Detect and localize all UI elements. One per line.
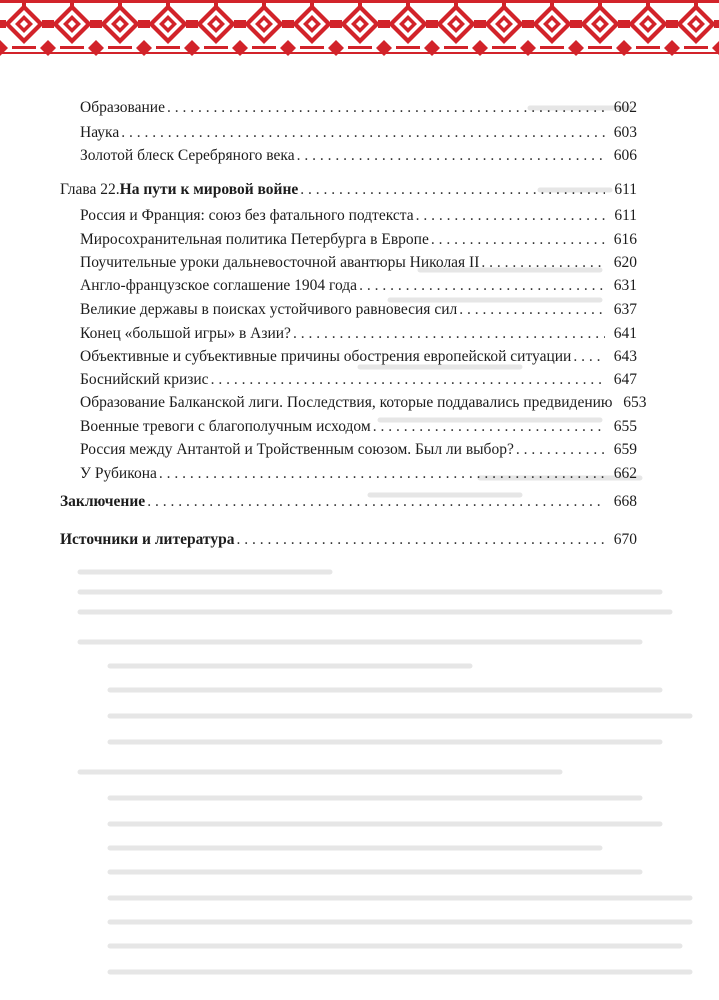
toc-entry[interactable] (80, 347, 637, 367)
toc-entry-page: 603 (613, 124, 637, 141)
toc-entry[interactable] (80, 417, 637, 437)
dot-leader (167, 98, 605, 118)
dot-leader (373, 417, 605, 437)
toc-entry-title: Поучительные уроки дальневосточной авантюры Николая II (80, 254, 480, 271)
toc-entry-page: 637 (613, 301, 637, 318)
toc-entry[interactable] (80, 98, 637, 118)
toc-entry-page: 620 (613, 254, 637, 271)
toc-entry-title: Военные тревоги с благополучным исходом (80, 418, 371, 435)
dot-leader (293, 324, 605, 344)
toc-entry-title: Россия и Франция: союз без фатального подтекста (80, 207, 414, 224)
chapter-title: На пути к мировой войне (119, 181, 299, 198)
toc-section-entry[interactable] (60, 492, 637, 512)
dot-leader (573, 347, 605, 367)
toc-entry-page: 616 (613, 231, 637, 248)
toc-section-entry[interactable] (60, 530, 637, 550)
dot-leader (459, 300, 605, 320)
toc-entry[interactable] (80, 253, 637, 273)
toc-entry-page: 643 (613, 348, 637, 365)
toc-entry[interactable] (80, 440, 637, 460)
dot-leader (431, 230, 605, 250)
toc-entry[interactable] (80, 324, 637, 344)
toc-chapter-entry[interactable] (60, 180, 637, 200)
toc-entry-title: Конец «большой игры» в Азии? (80, 325, 291, 342)
toc-entry-page: 662 (613, 465, 637, 482)
toc-entry-title: Объективные и субъективные причины обострения европейской ситуации (80, 348, 572, 365)
toc-entry[interactable] (80, 206, 637, 226)
dot-leader (416, 206, 605, 226)
toc-entry-page: 668 (613, 493, 637, 510)
dot-leader (300, 180, 605, 200)
toc-entry-page: 653 (623, 394, 647, 411)
toc-entry-page: 641 (613, 325, 637, 342)
toc-entry[interactable] (80, 230, 637, 250)
toc-entry[interactable] (80, 393, 647, 413)
dot-leader (159, 464, 605, 484)
toc-entry-page: 659 (613, 441, 637, 458)
toc-entry-page: 611 (614, 207, 637, 224)
dot-leader (147, 492, 605, 512)
toc-entry[interactable] (80, 300, 637, 320)
toc-entry-title: Англо-французское соглашение 1904 года (80, 277, 358, 294)
toc-entry-title: Образование (80, 99, 165, 116)
dot-leader (211, 370, 605, 390)
toc-entry[interactable] (80, 123, 637, 143)
toc-entry-page: 606 (613, 147, 637, 164)
toc-entry-title: У Рубикона (80, 465, 157, 482)
section-title: Источники и литература (60, 531, 235, 548)
dot-leader (359, 276, 605, 296)
toc-entry-title: Наука (80, 124, 120, 141)
dot-leader (481, 253, 605, 273)
toc-entry-title: Великие державы в поисках устойчивого равновесия сил (80, 301, 458, 318)
toc-entry-page: 647 (613, 371, 637, 388)
toc-entry-title: Золотой блеск Серебряного века (80, 147, 295, 164)
section-title: Заключение (60, 493, 146, 510)
toc-entry-title: Образование Балканской лиги. Последствия, которые поддавались предвидению (80, 394, 613, 411)
toc-entry[interactable] (80, 146, 637, 166)
dot-leader (516, 440, 605, 460)
toc-entry-title: Боснийский кризис (80, 371, 209, 388)
toc-entry[interactable] (80, 464, 637, 484)
toc-entry-page: 670 (613, 531, 637, 548)
toc-entry-page: 611 (614, 181, 637, 198)
toc-entry[interactable] (80, 370, 637, 390)
toc-entry-page: 631 (613, 277, 637, 294)
dot-leader (236, 530, 605, 550)
toc-entry-page: 602 (613, 99, 637, 116)
chapter-number: Глава 22. (60, 181, 120, 198)
toc-entry-page: 655 (613, 418, 637, 435)
toc-entry-title: Россия между Антантой и Тройственным союзом. Был ли выбор? (80, 441, 514, 458)
toc-entry[interactable] (80, 276, 637, 296)
dot-leader (121, 123, 605, 143)
dot-leader (297, 146, 605, 166)
toc-entry-title: Миросохранительная политика Петербурга в Европе (80, 231, 429, 248)
